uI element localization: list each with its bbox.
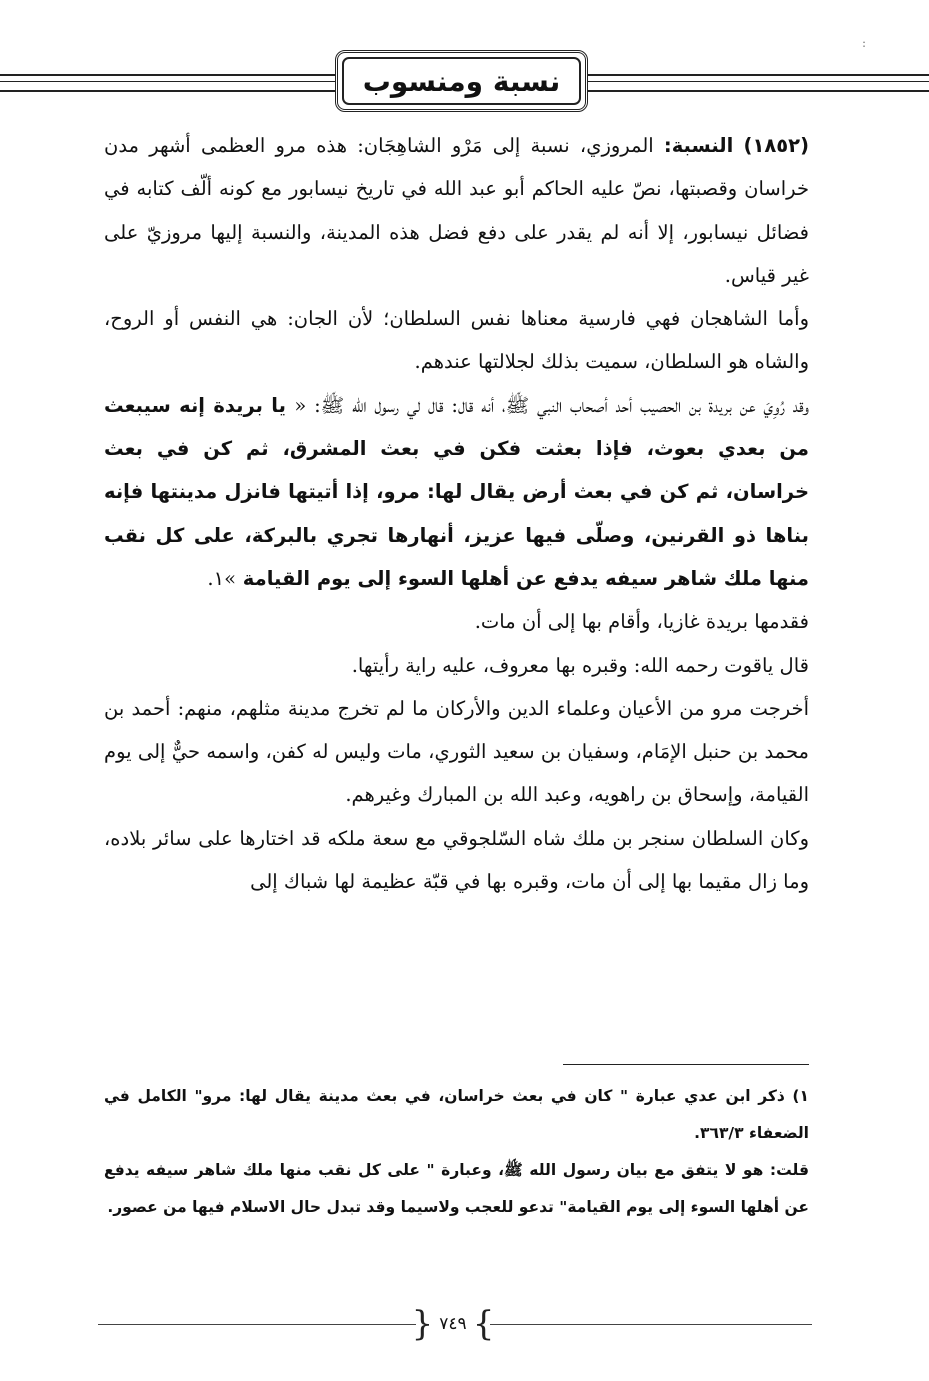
corner-mark: : bbox=[862, 36, 867, 50]
chapter-title: نسبة ومنسوب bbox=[342, 57, 581, 105]
chapter-title-frame bbox=[335, 50, 588, 112]
hadith-text: يا بريدة إنه سيبعث من بعدي بعوث، فإذا بعثت فكن في بعث المشرق، ثم كن في بعث خراسان، ثم كن في بعث أرض يقال لها: مرو، إذا أتيتها فانزل مدينتها فإنه بناها ذو القرنين، وصلّى فيها عزيز، أنهارها تجري بالبركة، على كل نقب منها ملك شاهر سيفه يدفع عن أهلها السوء إلى يوم القيامة bbox=[104, 393, 809, 590]
entry-paragraph bbox=[104, 124, 809, 297]
footnote-separator bbox=[563, 1064, 809, 1065]
brace-close-icon: { bbox=[411, 1304, 434, 1344]
paragraph-sanjar: وكان السلطان سنجر بن ملك شاه السّلجوقي مع سعة ملكه قد اختارها على سائر بلاده، وما زال مقيما بها إلى أن مات، وقبره بها في قبّة عظيمة لها شباك إلى bbox=[104, 826, 809, 894]
brace-open-icon: } bbox=[472, 1304, 495, 1344]
footer-rule-right bbox=[490, 1324, 812, 1325]
body-text bbox=[104, 124, 809, 903]
paragraph-yaqut: قال ياقوت رحمه الله: وقبره بها معروف، عليه راية رأيتها. bbox=[351, 653, 809, 677]
page-number-box bbox=[411, 1304, 495, 1344]
paragraph-burayda: فقدمها بريدة غازيا، وأقام بها إلى أن مات. bbox=[474, 610, 809, 634]
hadith-close: »١. bbox=[207, 566, 237, 590]
paragraph-hadith bbox=[104, 384, 809, 600]
footnotes bbox=[104, 1078, 809, 1226]
header-rule-right bbox=[588, 74, 929, 92]
entry-text: المروزي، نسبة إلى مَرْو الشاهِجَان: هذه مرو العظمى أشهر مدن خراسان وقصبتها، نصّ عليه الحاكم أبو عبد الله في تاريخ نيسابور مع كونه ألّف كتابه في فضائل نيسابور، إلا أنه لم يقدر على دفع فضل هذه المدينة، والنسبة إليها مروزيّ على غير قياس. bbox=[104, 134, 809, 287]
hadith-intro: وقد رُوِيَ عن بريدة بن الحصيب أحد أصحاب النبي ﷺ، أنه قال: قال لي رسول الله ﷺ: « bbox=[294, 393, 809, 417]
paragraph-notables: أخرجت مرو من الأعيان وعلماء الدين والأركان ما لم تخرج مدينة مثلهم، منهم: أحمد بن محمد بن حنبل الإمَام، وسفيان بن سعيد الثوري، مات وليس له كفن، واسمه حيٌّ إلى يوم القيامة، وإسحاق بن راهويه، وعبد الله بن المبارك وغيرهم. bbox=[104, 696, 809, 807]
entry-number: (١٨٥٢) bbox=[743, 134, 809, 157]
footnote-1: ١) ذكر ابن عدي عبارة " كان في بعث خراسان، في بعث مدينة يقال لها: مرو" الكامل في الضعفاء ٣٦٣/٣. bbox=[104, 1087, 809, 1142]
entry-label: النسبة: bbox=[663, 134, 734, 157]
paragraph-shahjan: وأما الشاهجان فهي فارسية معناها نفس السلطان؛ لأن الجان: هي النفس أو الروح، والشاه هو السلطان، سميت بذلك لجلالتها عندهم. bbox=[104, 307, 809, 374]
footer-rule-left bbox=[98, 1324, 416, 1325]
footnote-2: قلت: هو لا يتفق مع بيان رسول الله ﷺ، وعبارة " على كل نقب منها ملك شاهر سيفه يدفع عن أهلها السوء إلى يوم القيامة" تدعو للعجب ولاسيما وقد تبدل حال الاسلام فيها من عصور. bbox=[104, 1161, 809, 1216]
header-rule-left bbox=[0, 74, 335, 92]
page-number: ٧٤٩ bbox=[439, 1314, 467, 1334]
